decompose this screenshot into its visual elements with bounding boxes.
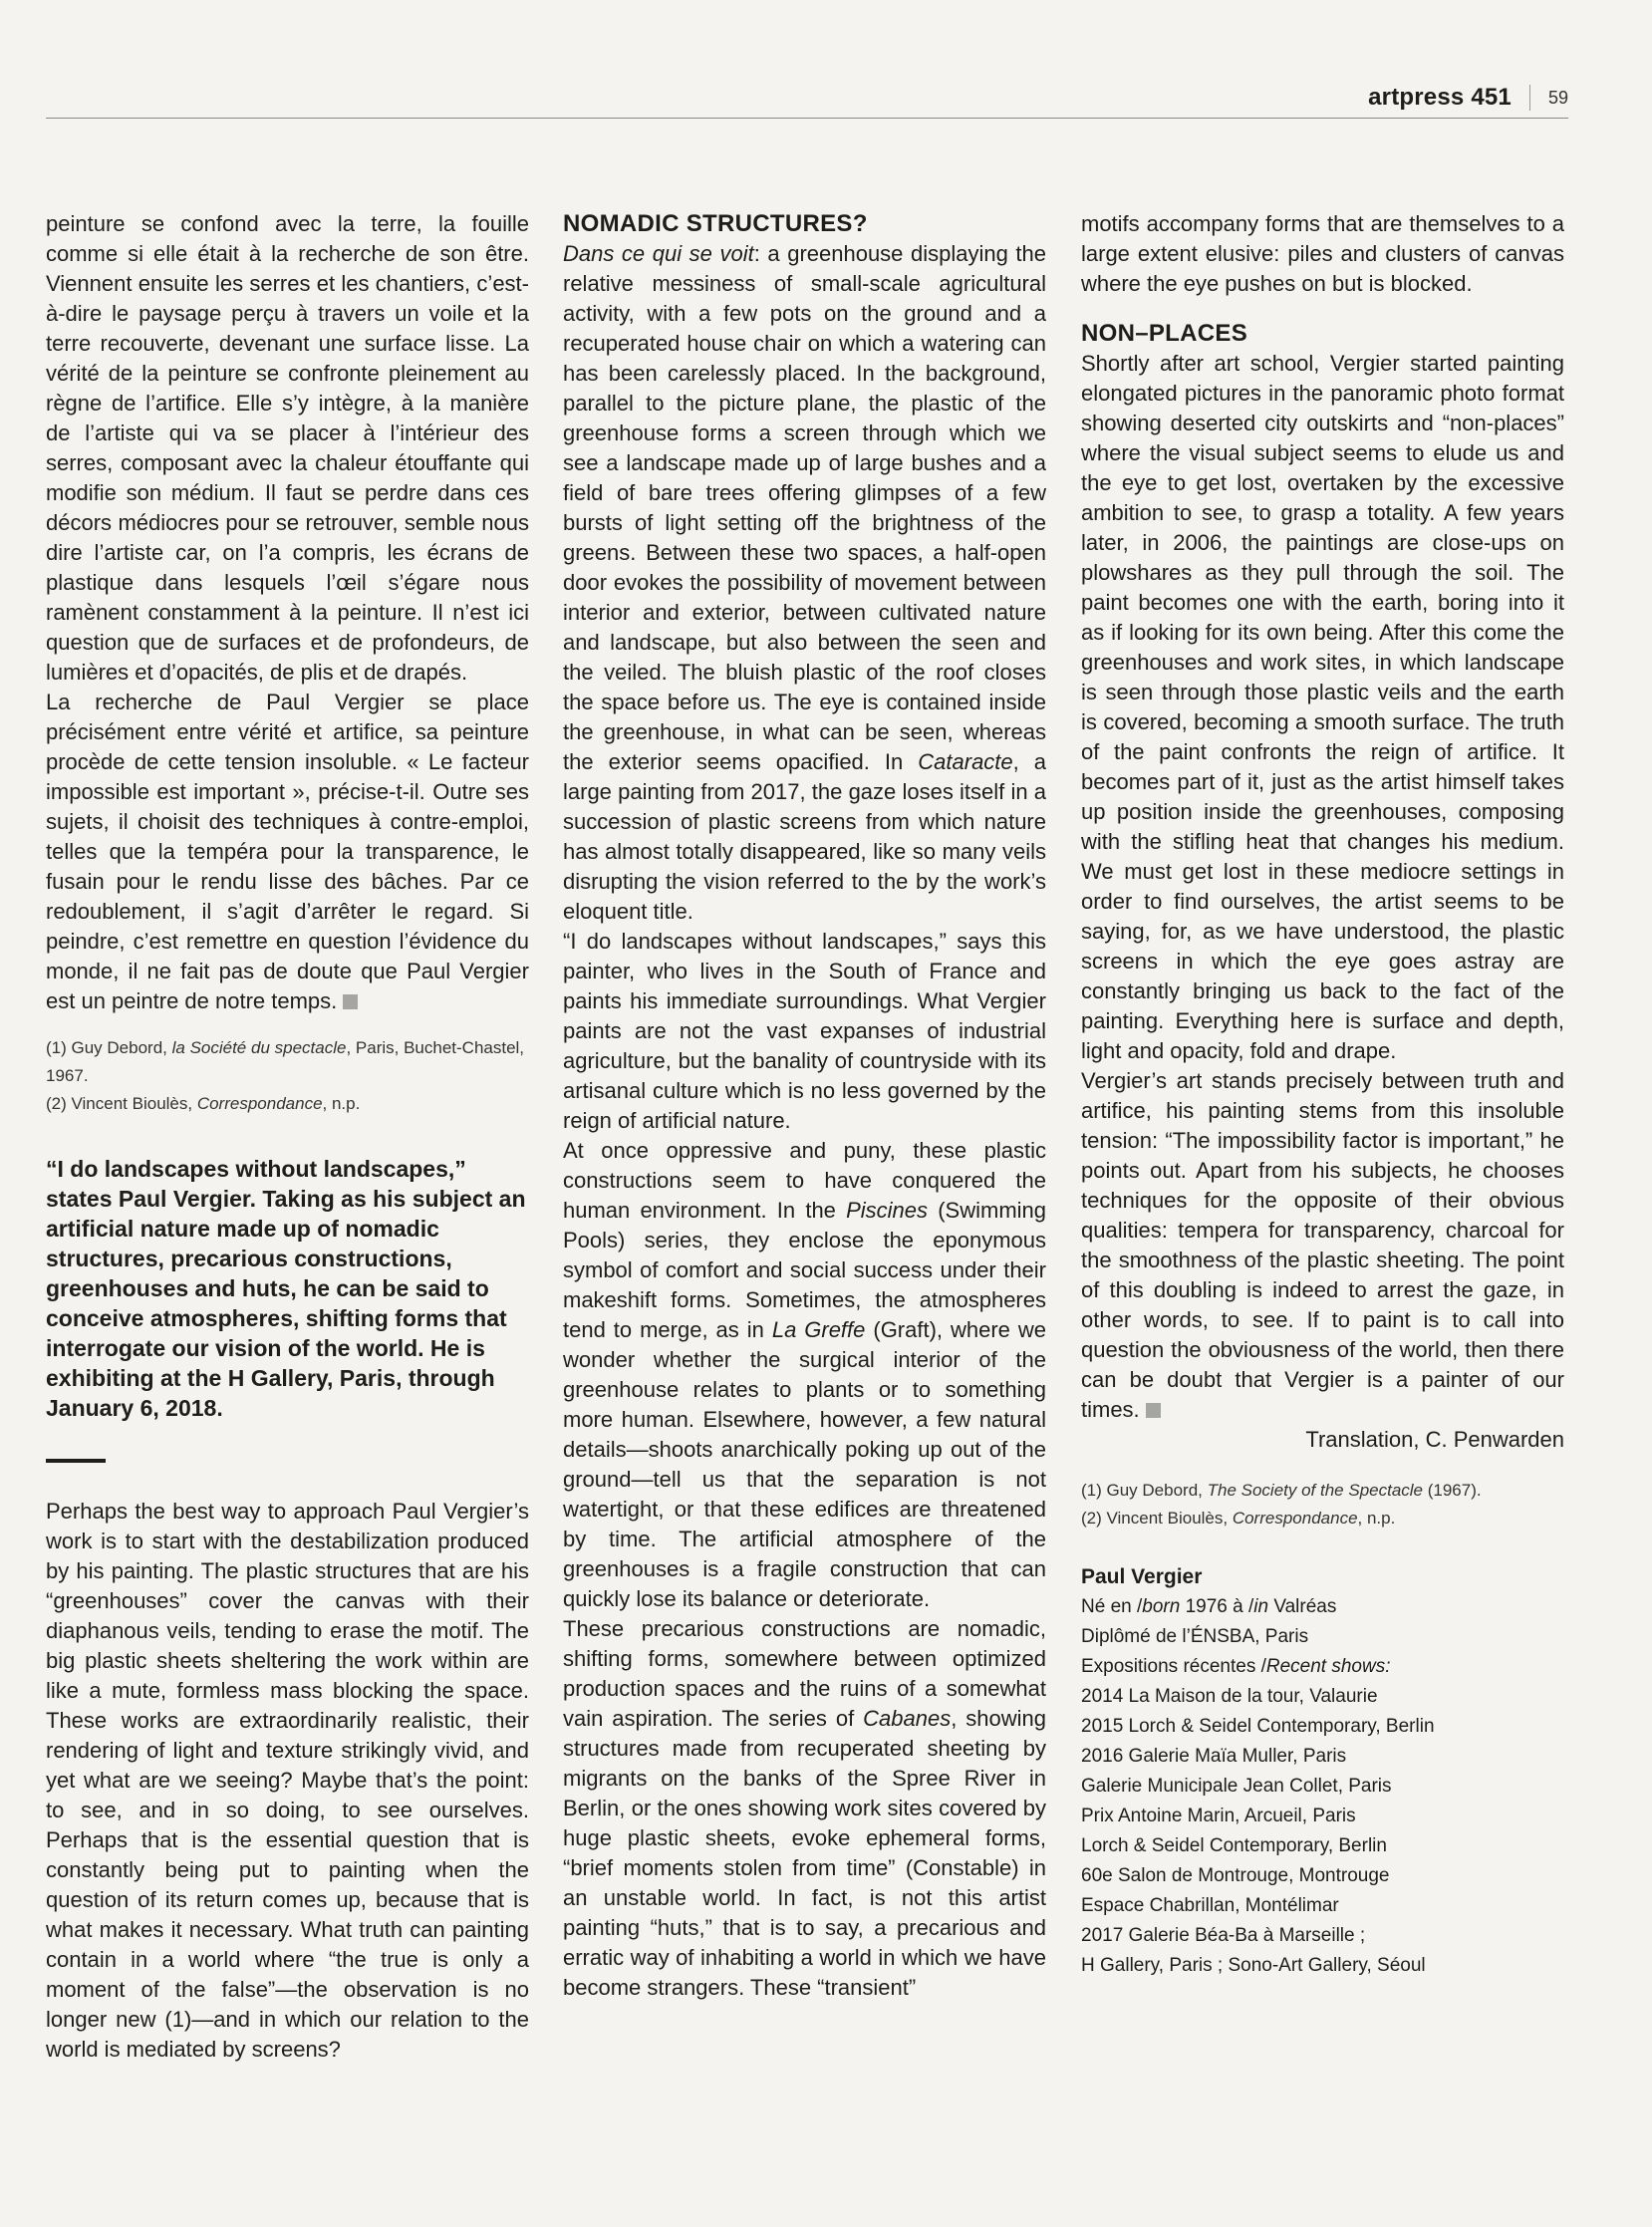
bio-born [1081, 1592, 1564, 1622]
col2-p4-text-2: , showing structures made from recuperated sheeting by migrants on the banks of the Spree River in Berlin, or the ones showing work sites covered by huge plastic sheets, evoke ephemeral forms, “brief moments stolen from time” (Constable) in an unstable world. In fact, is not this artist painting “huts,” that is to say, a precarious and erratic way of inhabiting a world in which we have become strangers. These “transient” [563, 1706, 1046, 2000]
bio-show-item: 2016 Galerie Maïa Muller, Paris [1081, 1746, 1347, 1767]
footnotes-en [1081, 1477, 1564, 1532]
bio-recent-shows-label [1081, 1652, 1564, 1682]
footnote-1-en-details: (1967). [1423, 1481, 1482, 1500]
artist-name: Paul Vergier [1081, 1565, 1203, 1588]
header-divider [1529, 85, 1530, 111]
bio-born-year: 1976 à / [1180, 1596, 1254, 1617]
col2-paragraph-4 [563, 1614, 1046, 2003]
bio-born-in: in [1253, 1596, 1269, 1617]
col1-paragraph-2 [46, 688, 529, 1016]
col2-paragraph-2: “I do landscapes without landscapes,” says this painter, who lives in the South of France and paints his immediate surroundings. What Vergier paints are not the vast expanses of industrial agriculture, but the banality of countryside with its artisanal culture which is no less governed by the reign of artificial nature. [563, 929, 1046, 1133]
col2-paragraph-1 [563, 239, 1046, 927]
col2-p3-italic-2: La Greffe [771, 1317, 866, 1342]
col3-paragraph-2: Shortly after art school, Vergier started painting elongated pictures in the panoramic photo format showing deserted city outskirts and “non-places” where the visual subject seems to elude us and the eye to get lost, overtaken by the excessive ambition to see, to grasp a totality. A few years later, in 2006, the paintings are close-ups on plowshares as they pull through the soil. The paint becomes one with the earth, boring into it as if looking for its own being. After this come the greenhouses and work sites, in which landscape is seen through those plastic veils and the earth is covered, becoming a smooth surface. The truth of the paint confronts the reign of artifice. It becomes part of it, just as the artist himself takes up position inside the greenhouses, composing with the stifling heat that changes his medium. We must get lost in these mediocre settings in order to find ourselves, the artist seems to be saying, for, as we have understood, the plastic screens in which the eye goes astray are constantly bringing us back to the fact of the painting. Everything here is surface and depth, light and opacity, fold and drape. [1081, 351, 1564, 1063]
footnote-1-en-author: (1) Guy Debord, [1081, 1481, 1208, 1500]
footnote-2-fr-details: , n.p. [322, 1094, 361, 1113]
bio-show-item: Lorch & Seidel Contemporary, Berlin [1081, 1835, 1387, 1856]
col2-paragraph-3 [563, 1136, 1046, 1614]
footnote-2-fr-author: (2) Vincent Bioulès, [46, 1094, 197, 1113]
heading-nomadic-structures: NOMADIC STRUCTURES? [563, 210, 868, 237]
column-3 [1081, 209, 1564, 2172]
footnote-1-fr [46, 1034, 529, 1090]
col2-p3-text-3: (Graft), where we wonder whether the surgical interior of the greenhouse relates to plants or to something more human. Elsewhere, however, a few natural details—shoots anarchically poking up out of the ground—tell us that the separation is not watertight, or that these edifices are threatened by time. The artificial atmosphere of the greenhouses is a fragile construction that can quickly lose its balance or deteriorate. [563, 1317, 1046, 1611]
artist-bio [1081, 1562, 1564, 1981]
footnotes-fr [46, 1034, 529, 1118]
col1-paragraph-2-text: La recherche de Paul Vergier se place précisément entre vérité et artifice, sa peinture procède de cette tension insoluble. « Le facteur impossible est important », précise-t-il. Outre ses sujets, il choisit des techniques à contre-emploi, telles que la tempéra pour la transparence, le fusain pour le rendu lisse des bâches. Par ce redoublement, il s’agit d’arrêter le regard. Si peindre, c’est remettre en question l’évidence du monde, il ne fait pas de doute que Paul Vergier est un peintre de notre temps. [46, 690, 529, 1013]
bio-show-item: Espace Chabrillan, Montélimar [1081, 1895, 1339, 1916]
column-2 [563, 209, 1046, 2172]
bio-recent-en: Recent shows: [1265, 1656, 1391, 1677]
footnote-2-fr-title: Correspondance [196, 1094, 323, 1113]
heading-non-places: NON–PLACES [1081, 320, 1248, 347]
bio-recent-fr: Expositions récentes / [1081, 1656, 1266, 1677]
col2-p1-text: : a greenhouse displaying the relative messiness of small-scale agricultural activity, with a few pots on the ground and a recuperated house chair on which a watering can has been carelessly placed. In the background, parallel to the picture plane, the plastic of the greenhouse forms a screen through which we see a landscape made up of large bushes and a field of bare trees offering glimpses of a few bursts of light setting off the brightness of the greens. Between these two spaces, a half-open door evokes the possibility of movement between interior and exterior, between cultivated nature and landscape, but also between the seen and the veiled. The bluish plastic of the roof closes the space before us. The eye is contained inside the greenhouse, in what can be seen, whereas the exterior seems opacified. In [563, 241, 1046, 774]
lead-paragraph: “I do landscapes without landscapes,” states Paul Vergier. Taking as his subject an artificial nature made up of nomadic structures, precarious constructions, greenhouses and huts, he can be said to conceive atmospheres, shifting forms that interrogate our vision of the world. He is exhibiting at the H Gallery, Paris, through January 6, 2018. [46, 1156, 526, 1421]
col2-p4-text: These precarious constructions are nomadic, shifting forms, somewhere between optimized production spaces and the ruins of a somewhat vain aspiration. The series of [563, 1616, 1046, 1731]
col3-paragraph-3 [1081, 1066, 1564, 1425]
footnote-2-en-title: Correspondance [1232, 1509, 1358, 1528]
footnote-2-en-author: (2) Vincent Bioulès, [1081, 1509, 1233, 1528]
header-right [1368, 82, 1568, 114]
bio-show-item: Prix Antoine Marin, Arcueil, Paris [1081, 1806, 1356, 1826]
col2-p1-text-2: , a large painting from 2017, the gaze loses itself in a succession of plastic screens from which nature has almost totally disappeared, like so many veils disrupting the vision referred to the by the work’s eloquent title. [563, 749, 1046, 924]
section-rule [46, 1459, 106, 1463]
footnote-1-en [1081, 1477, 1564, 1505]
page-header [46, 82, 1568, 119]
footnote-2-fr [46, 1090, 529, 1118]
col2-p1-italic-2: Cataracte [918, 749, 1013, 774]
bio-born-en: born [1142, 1596, 1181, 1617]
footnote-1-fr-author: (1) Guy Debord, [46, 1038, 172, 1057]
bio-show-item: 2015 Lorch & Seidel Contemporary, Berlin [1081, 1716, 1435, 1737]
col2-p3-text-2: (Swimming Pools) series, they enclose the eponymous symbol of comfort and social success under their makeshift forms. Sometimes, the atmospheres tend to merge, as in [563, 1198, 1046, 1342]
col2-p4-italic: Cabanes [863, 1706, 952, 1731]
bio-show-item: 2017 Galerie Béa-Ba à Marseille ; [1081, 1925, 1366, 1946]
column-1 [46, 209, 529, 2172]
col3-paragraph-1: motifs accompany forms that are themselves to a large extent elusive: piles and clusters of canvas where the eye pushes on but is blocked. [1081, 211, 1564, 296]
bio-show-item: H Gallery, Paris ; Sono-Art Gallery, Séoul [1081, 1955, 1426, 1976]
bio-born-fr: Né en / [1081, 1596, 1143, 1617]
footnote-1-fr-details: , Paris, Buchet-Chastel, 1967. [46, 1038, 525, 1085]
page-number: 59 [1547, 87, 1568, 108]
bio-show-item: Galerie Municipale Jean Collet, Paris [1081, 1776, 1392, 1797]
footnote-2-en [1081, 1505, 1564, 1532]
footnote-1-fr-title: la Société du spectacle [171, 1038, 347, 1057]
bio-show-item: 60e Salon de Montrouge, Montrouge [1081, 1865, 1390, 1886]
bio-show-item: 2014 La Maison de la tour, Valaurie [1081, 1686, 1378, 1707]
footnote-2-en-details: , n.p. [1357, 1509, 1396, 1528]
translation-credit: Translation, C. Penwarden [1305, 1427, 1564, 1452]
end-mark-icon [1146, 1403, 1161, 1418]
col2-p3-text: At once oppressive and puny, these plastic constructions seem to have conquered the human environment. In the [563, 1138, 1046, 1223]
bio-diploma: Diplômé de l’ÉNSBA, Paris [1081, 1626, 1309, 1647]
col1-paragraph-1: peinture se confond avec la terre, la fouille comme si elle était à la recherche de son être. Viennent ensuite les serres et les chantiers, c’est-à-dire le paysage perçu à travers un voile et la terre recouverte, devenant une surface lisse. La vérité de la peinture se confronte pleinement au règne de l’artifice. Elle s’y intègre, à la manière de l’artiste qui va se placer à l’intérieur des serres, composant avec la chaleur étouffante qui modifie son médium. Il faut se perdre dans ces décors médiocres pour se retrouver, semble nous dire l’artiste car, on l’a compris, les écrans de plastique dans lesquels l’œil s’égare nous ramènent constamment à la peinture. Il n’est ici question que de surfaces et de profondeurs, de lumières et d’opacités, de plis et de drapés. [46, 211, 529, 685]
col2-p1-italic: Dans ce qui se voit [563, 241, 754, 266]
end-mark-icon [343, 994, 358, 1009]
bio-born-place: Valréas [1268, 1596, 1337, 1617]
col1-paragraph-3: Perhaps the best way to approach Paul Vergier’s work is to start with the destabilization produced by his painting. The plastic structures that are his “greenhouses” cover the canvas with their diaphanous veils, tending to erase the motif. The big plastic sheets sheltering the work within are like a mute, formless mass blocking the space. These works are extraordinarily realistic, their rendering of light and texture strikingly vivid, and yet what are we seeing? Maybe that’s the point: to see, and in so doing, to see ourselves. Perhaps that is the essential question that is constantly being put to painting when the question of its return comes up, because that is what makes it necessary. What truth can painting contain in a world where “the true is only a moment of the false”—the observation is no longer new (1)—and in which our relation to the world is mediated by screens? [46, 1499, 529, 2062]
col2-p3-italic: Piscines [846, 1198, 929, 1223]
magazine-title: artpress 451 [1368, 84, 1512, 111]
footnote-1-en-title: The Society of the Spectacle [1207, 1481, 1424, 1500]
col3-paragraph-3-text: Vergier’s art stands precisely between truth and artifice, his painting stems from this insoluble tension: “The impossibility factor is important,” he points out. Apart from his subjects, he chooses techniques for the opposite of their obvious qualities: tempera for transparency, charcoal for the smoothness of the plastic sheeting. The point of this doubling is indeed to arrest the gaze, in other words, to see. If to paint is to call into question the obviousness of the world, then there can be doubt that Vergier is a painter of our times. [1081, 1068, 1564, 1422]
